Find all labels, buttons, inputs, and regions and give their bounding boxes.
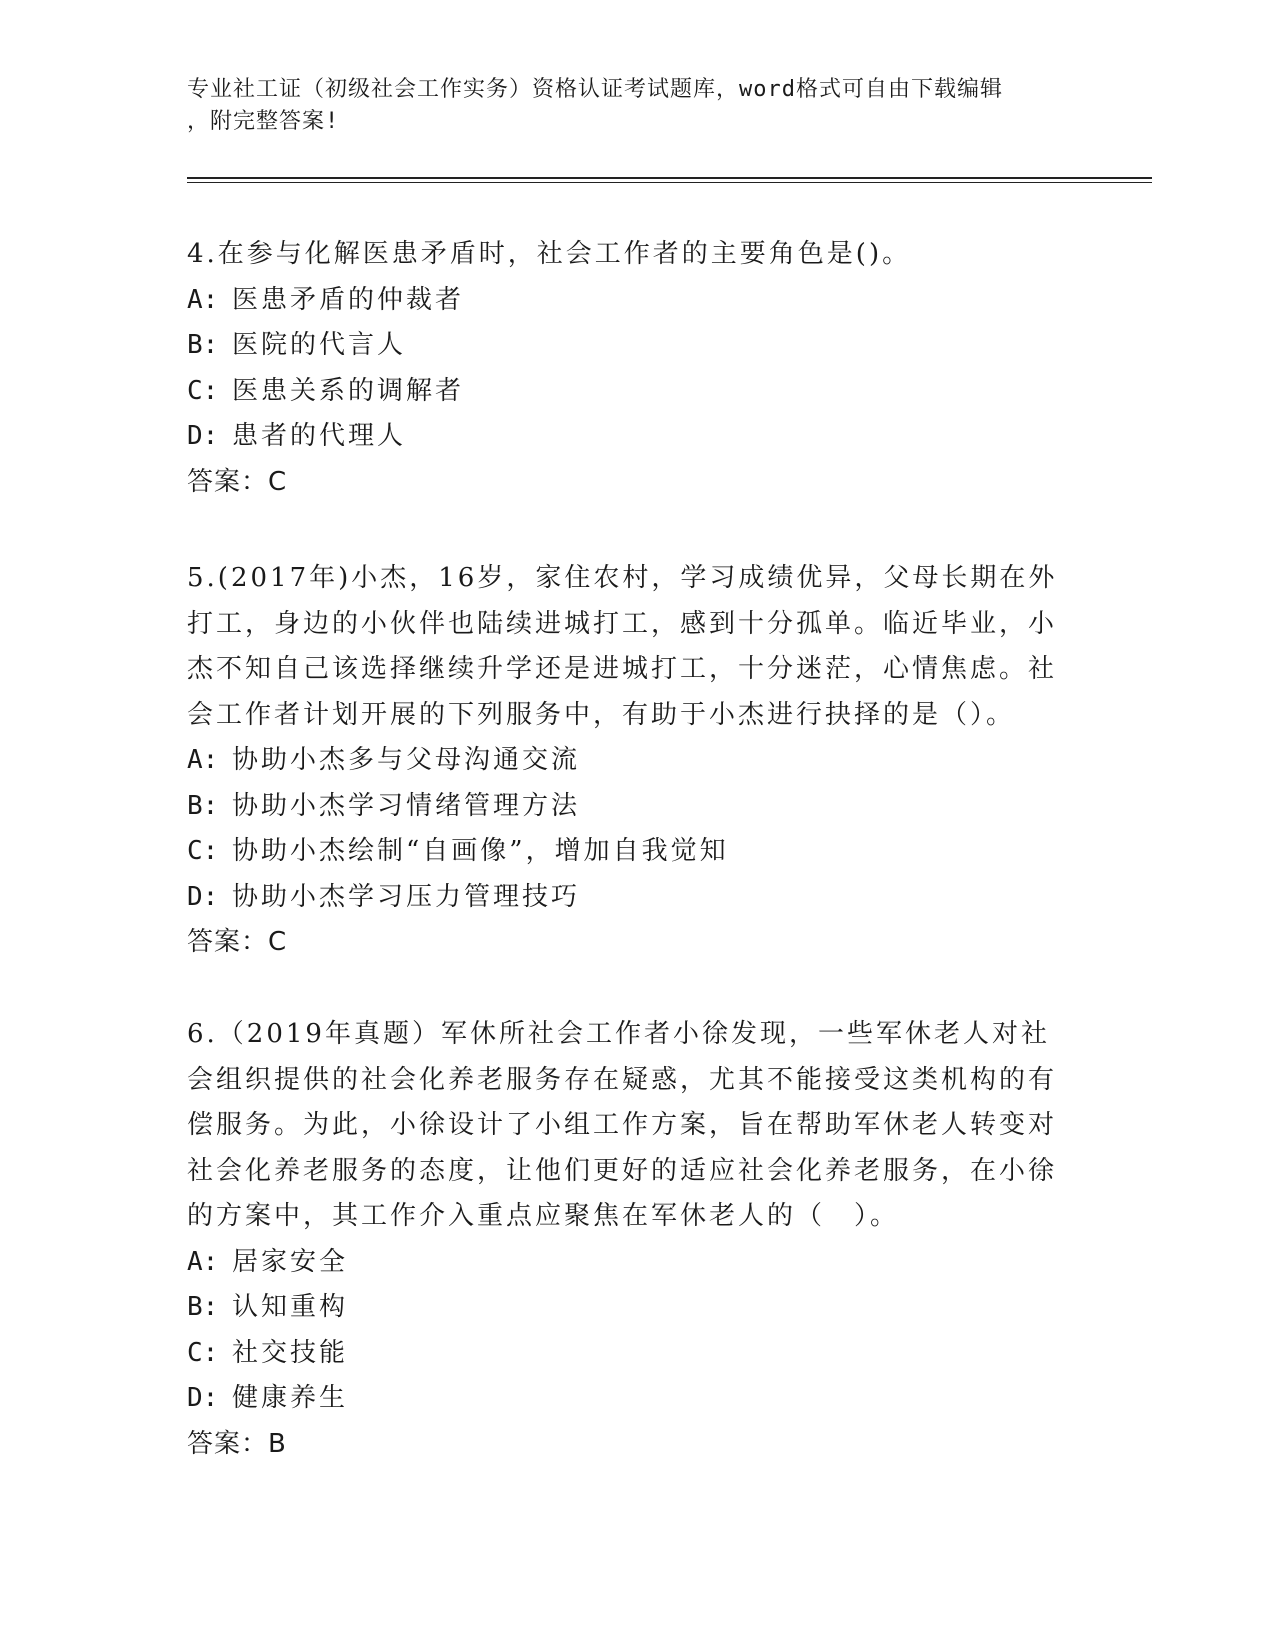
option-d xyxy=(187,875,1077,921)
option-text: 医患关系的调解者 xyxy=(232,375,465,406)
option-letter: C: xyxy=(187,1337,219,1368)
option-text: 协助小杰学习情绪管理方法 xyxy=(232,790,581,821)
option-letter: B: xyxy=(187,790,219,821)
option-text: 协助小杰学习压力管理技巧 xyxy=(232,881,581,912)
option-b xyxy=(187,1285,1077,1331)
question-stem: 4.在参与化解医患矛盾时，社会工作者的主要角色是()。 xyxy=(187,239,912,269)
question-stem: 5.(2017年)小杰，16岁，家住农村，学习成绩优异，父母长期在外打工，身边的小伙伴也陆续进城打工，感到十分孤单。临近毕业，小杰不知自己该选择继续升学还是进城打工，十分迷茫，心情焦虑。社会工作者计划开展的下列服务中，有助于小杰进行抉择的是（）。 xyxy=(187,563,1058,730)
option-text: 协助小杰绘制“自画像”，增加自我觉知 xyxy=(232,836,729,866)
option-text: 居家安全 xyxy=(232,1246,349,1277)
option-d xyxy=(187,414,1077,460)
option-a xyxy=(187,738,1077,784)
option-letter: C: xyxy=(187,836,219,866)
option-a xyxy=(187,278,1077,324)
answer-line: 答案：C xyxy=(187,927,288,957)
option-text: 医院的代言人 xyxy=(232,330,407,360)
option-text: 患者的代理人 xyxy=(232,421,407,451)
question-5 xyxy=(187,556,1077,966)
answer-line: 答案：B xyxy=(187,1428,287,1459)
header-divider-thick xyxy=(187,177,1152,179)
option-letter: A: xyxy=(187,1246,219,1277)
header-title-line1: 专业社工证（初级社会工作实务）资格认证考试题库，word格式可自由下载编辑 xyxy=(187,77,1003,102)
option-text: 社交技能 xyxy=(232,1337,349,1368)
option-text: 健康养生 xyxy=(232,1383,349,1413)
option-letter: D: xyxy=(187,1383,219,1413)
document-header xyxy=(187,74,1067,138)
option-b xyxy=(187,323,1077,369)
option-letter: C: xyxy=(187,375,219,406)
option-letter: D: xyxy=(187,421,219,451)
question-4 xyxy=(187,232,1077,505)
option-a xyxy=(187,1240,1077,1286)
option-text: 协助小杰多与父母沟通交流 xyxy=(232,745,581,775)
option-letter: A: xyxy=(187,745,219,775)
option-c xyxy=(187,369,1077,415)
option-letter: A: xyxy=(187,284,219,315)
option-b xyxy=(187,784,1077,830)
option-c xyxy=(187,1331,1077,1377)
header-title-line2: ，附完整答案! xyxy=(187,109,340,134)
option-letter: D: xyxy=(187,881,219,912)
option-text: 医患矛盾的仲裁者 xyxy=(232,284,465,315)
option-c xyxy=(187,829,1077,875)
header-divider-thin xyxy=(187,182,1152,183)
option-d xyxy=(187,1376,1077,1422)
question-stem: 6.（2019年真题）军休所社会工作者小徐发现，一些军休老人对社会组织提供的社会化养老服务存在疑惑，尤其不能接受这类机构的有偿服务。为此，小徐设计了小组工作方案，旨在帮助军休老人转变对社会化养老服务的态度，让他们更好的适应社会化养老服务，在小徐的方案中，其工作介入重点应聚焦在军休老人的（ ）。 xyxy=(187,1019,1058,1231)
option-letter: B: xyxy=(187,1292,219,1322)
answer-line: 答案：C xyxy=(187,466,288,497)
option-text: 认知重构 xyxy=(232,1292,349,1322)
option-letter: B: xyxy=(187,330,219,360)
question-6 xyxy=(187,1012,1077,1467)
